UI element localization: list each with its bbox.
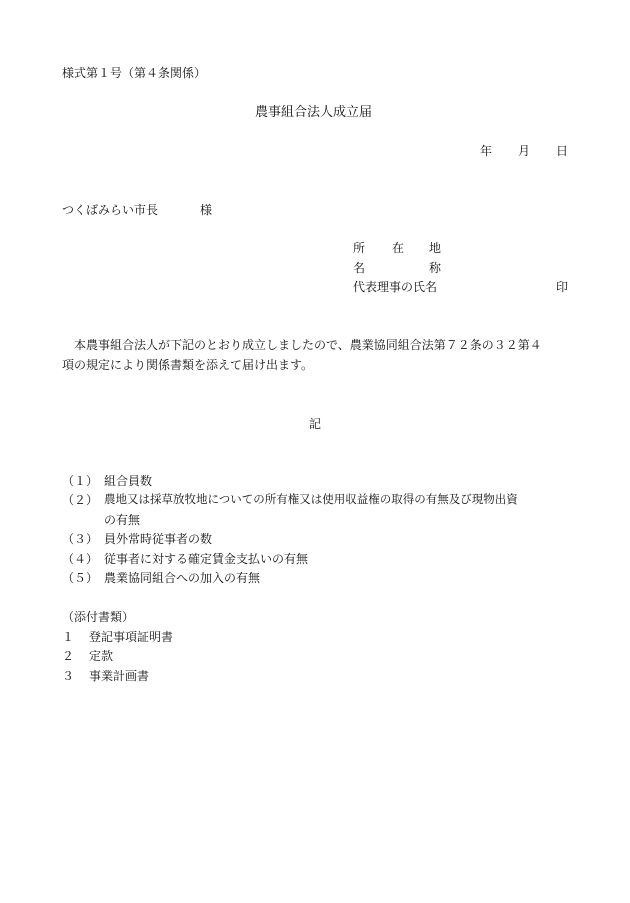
item-text: 農地又は採草放牧地についての所有権又は使用収益権の取得の有無及び現物出資 <box>104 492 518 506</box>
item-text: 員外常時従事者の数 <box>104 532 213 546</box>
item-text-continuation: の有無 <box>104 513 141 527</box>
document-title: 農事組合法人成立届 <box>255 105 373 120</box>
address-label-char-1: 所 <box>353 241 366 255</box>
attachment-text: 定款 <box>89 649 114 663</box>
item-number: （２） <box>62 493 99 507</box>
attachment-number: ２ <box>62 649 75 663</box>
form-label: 様式第１号（第４条関係） <box>62 66 207 80</box>
body-line-2: 項の規定により関係書類を添えて届け出ます。 <box>62 358 314 372</box>
item-text: 農業協同組合への加入の有無 <box>104 571 261 585</box>
address-label-char-2: 在 <box>392 241 405 255</box>
attachment-number: ３ <box>62 669 75 683</box>
ki-heading: 記 <box>309 417 322 431</box>
item-number: （３） <box>62 532 99 546</box>
attachment-text: 事業計画書 <box>89 669 150 683</box>
attachment-number: １ <box>62 630 75 644</box>
item-number: （４） <box>62 552 99 566</box>
name-label-char-2: 称 <box>429 261 442 275</box>
representative-label: 代表理事の氏名 <box>353 280 438 294</box>
body-line-1: 本農事組合法人が下記のとおり成立しましたので、農業協同組合法第７２条の３２第４ <box>74 338 542 352</box>
date-day: 日 <box>556 144 569 158</box>
addressee-name: つくばみらい市長 <box>62 203 159 217</box>
addressee-honorific: 様 <box>200 203 213 217</box>
item-text: 組合員数 <box>104 474 153 488</box>
date-year: 年 <box>480 144 493 158</box>
seal-mark: 印 <box>556 280 569 294</box>
date-month: 月 <box>518 144 531 158</box>
attachment-text: 登記事項証明書 <box>89 630 174 644</box>
item-text: 従事者に対する確定賃金支払いの有無 <box>104 552 309 566</box>
name-label-char-1: 名 <box>353 261 366 275</box>
attachments-heading: （添付書類） <box>62 610 135 624</box>
address-label-char-3: 地 <box>429 241 442 255</box>
item-number: （１） <box>62 474 99 488</box>
item-number: （５） <box>62 571 99 585</box>
